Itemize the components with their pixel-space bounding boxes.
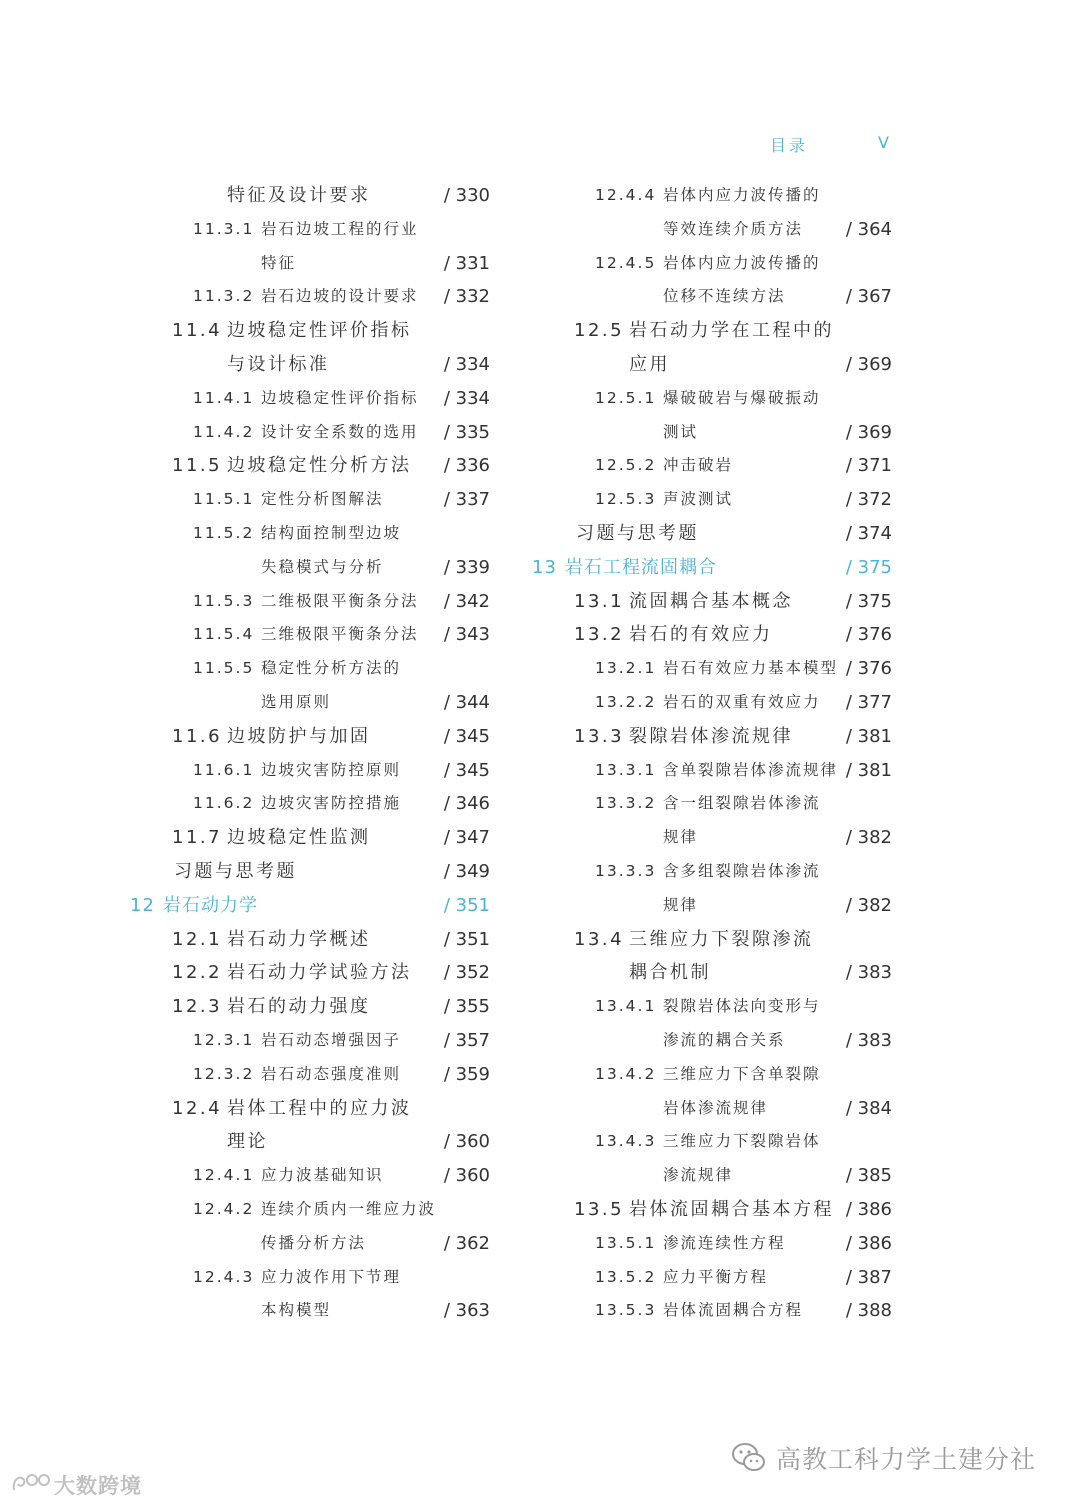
- toc-entry-number: 12.5.3: [595, 490, 657, 509]
- watermark-text: 高教工科力学土建分社: [776, 1445, 1037, 1474]
- toc-entry-number: 11.5.1: [193, 490, 255, 509]
- toc-entry-page: / 335: [443, 421, 490, 443]
- toc-entry-page: / 382: [845, 827, 892, 849]
- toc-entry-title: 习题与思考题: [576, 522, 699, 544]
- toc-entry-page: / 367: [845, 286, 892, 308]
- toc-entry[interactable]: [532, 618, 902, 652]
- toc-entry-title: 含多组裂隙岩体渗流: [663, 861, 821, 880]
- toc-entry[interactable]: [130, 889, 500, 923]
- toc-entry[interactable]: [532, 889, 902, 923]
- toc-entry-page: / 369: [845, 353, 892, 375]
- toc-entry[interactable]: [130, 449, 500, 483]
- toc-entry-title: 设计安全系数的选用: [261, 422, 419, 441]
- toc-entry-page: / 384: [845, 1097, 892, 1119]
- toc-entry-page: / 330: [443, 185, 490, 206]
- toc-entry[interactable]: [532, 754, 902, 788]
- toc-entry[interactable]: [130, 1193, 500, 1227]
- toc-entry-page: / 387: [845, 1266, 892, 1288]
- toc-entry-number: 13.2: [574, 624, 625, 646]
- toc-entry-page: / 342: [443, 590, 490, 612]
- toc-entry[interactable]: [130, 1227, 500, 1261]
- toc-entry[interactable]: [532, 213, 902, 247]
- toc-entry[interactable]: [130, 652, 500, 686]
- toc-entry[interactable]: [532, 923, 902, 957]
- toc-entry-page: / 362: [443, 1232, 490, 1254]
- toc-entry[interactable]: [532, 382, 902, 416]
- toc-entry-title: 边坡稳定性评价指标: [227, 320, 412, 342]
- toc-entry-title: 岩体工程中的应力波: [227, 1097, 412, 1119]
- toc-entry-page: / 345: [443, 725, 490, 747]
- toc-entry-title: 岩石动态强度准则: [261, 1064, 402, 1083]
- toc-entry[interactable]: [130, 213, 500, 247]
- toc-entry-title: 规律: [663, 895, 699, 914]
- toc-entry[interactable]: [532, 652, 902, 686]
- toc-entry-page: / 388: [845, 1300, 892, 1322]
- toc-entry-page: / 364: [845, 218, 892, 240]
- toc-entry-number: 12.4.2: [193, 1199, 255, 1218]
- toc-entry-page: / 376: [845, 658, 892, 680]
- toc-entry-title: 岩体内应力波传播的: [663, 186, 821, 204]
- toc-entry-title: 理论: [227, 1131, 268, 1153]
- toc-entry-title: 习题与思考题: [174, 860, 297, 882]
- toc-entry-page: / 357: [443, 1029, 490, 1051]
- toc-entry-page: / 351: [443, 894, 490, 916]
- toc-entry[interactable]: [532, 483, 902, 517]
- toc-entry[interactable]: [532, 1125, 902, 1159]
- toc-entry-number: 11.6: [172, 725, 223, 747]
- toc-entry-number: 11.6.1: [193, 760, 255, 779]
- toc-entry-number: 12.3.2: [193, 1064, 255, 1083]
- toc-entry-title: 位移不连续方法: [663, 287, 786, 306]
- toc-entry-number: 12.4.1: [193, 1166, 255, 1185]
- toc-entry[interactable]: [130, 179, 500, 213]
- toc-entry-number: 11.5.5: [193, 659, 255, 678]
- toc-entry-title: 测试: [663, 422, 699, 441]
- toc-entry[interactable]: [130, 551, 500, 585]
- toc-entry[interactable]: [532, 1227, 902, 1261]
- toc-entry-title: 岩石的有效应力: [629, 624, 773, 646]
- toc-entry-number: 11.5.2: [193, 523, 255, 542]
- toc-entry[interactable]: [532, 720, 902, 754]
- toc-entry-number: 11.5.4: [193, 625, 255, 644]
- toc-entry-number: 13.3.2: [595, 794, 657, 813]
- toc-entry-number: 13.3: [574, 725, 625, 747]
- toc-entry-title: 三维应力下含单裂隙: [663, 1064, 821, 1083]
- toc-entry-page: / 339: [443, 556, 490, 578]
- toc-entry-number: 12.2: [172, 962, 223, 984]
- toc-entry[interactable]: [130, 247, 500, 281]
- toc-entry-page: / 371: [845, 455, 892, 477]
- toc-entry-title: 规律: [663, 828, 699, 847]
- toc-entry-number: 12.4.3: [193, 1267, 255, 1286]
- toc-entry[interactable]: [532, 314, 902, 348]
- toc-entry-title: 岩体渗流规律: [663, 1098, 769, 1117]
- toc-entry-page: / 336: [443, 455, 490, 477]
- toc-left-column: [130, 179, 500, 1328]
- toc-entry-number: 11.3.1: [193, 219, 255, 238]
- toc-entry[interactable]: [532, 686, 902, 720]
- toc-entry-number: 11.7: [172, 827, 223, 849]
- toc-entry-number: 11.4: [172, 320, 223, 342]
- toc-entry-title: 岩石边坡工程的行业: [261, 219, 419, 238]
- toc-entry[interactable]: [130, 1058, 500, 1092]
- toc-entry-title: 三维应力下裂隙岩体: [663, 1132, 821, 1151]
- toc-entry[interactable]: [532, 990, 902, 1024]
- toc-entry-title: 应力波基础知识: [261, 1166, 384, 1185]
- toc-entry-number: 13.4: [574, 928, 625, 950]
- toc-entry-page: / 363: [443, 1300, 490, 1322]
- toc-entry-page: / 381: [845, 725, 892, 747]
- toc-entry-page: / 377: [845, 691, 892, 713]
- toc-entry[interactable]: [130, 585, 500, 619]
- toc-entry-page: / 349: [443, 860, 490, 882]
- toc-entry[interactable]: [130, 280, 500, 314]
- toc-entry-number: 13.5.3: [595, 1301, 657, 1320]
- toc-entry[interactable]: [130, 1125, 500, 1159]
- toc-entry-number: 12.5.1: [595, 388, 657, 407]
- toc-entry-title: 渗流规律: [663, 1166, 734, 1185]
- header-page-number: V: [878, 133, 889, 152]
- toc-entry[interactable]: [532, 416, 902, 450]
- toc-entry-page: / 344: [443, 691, 490, 713]
- toc-entry-title: 岩石动力学概述: [227, 928, 371, 950]
- toc-entry-title: 边坡防护与加固: [227, 725, 371, 747]
- toc-entry-number: 12.4.5: [595, 253, 657, 272]
- toc-entry-title: 传播分析方法: [261, 1233, 367, 1252]
- toc-entry-number: 13.3.3: [595, 861, 657, 880]
- toc-entry-number: 12.1: [172, 928, 223, 950]
- toc-entry-page: / 332: [443, 286, 490, 308]
- toc-entry[interactable]: [532, 1159, 902, 1193]
- toc-entry[interactable]: [532, 179, 902, 213]
- toc-entry[interactable]: [130, 686, 500, 720]
- toc-entry-title: 岩石工程流固耦合: [565, 556, 717, 578]
- toc-entry-title: 岩石动力学: [163, 894, 258, 916]
- toc-entry-title: 岩体流固耦合方程: [663, 1301, 804, 1320]
- toc-entry-number: 12.3.1: [193, 1030, 255, 1049]
- toc-entry[interactable]: [532, 821, 902, 855]
- toc-entry-page: / 360: [443, 1131, 490, 1153]
- toc-entry-title: 连续介质内一维应力波: [261, 1199, 437, 1218]
- toc-entry-page: / 372: [845, 489, 892, 511]
- toc-entry[interactable]: [130, 855, 500, 889]
- toc-entry-title: 边坡稳定性分析方法: [227, 455, 412, 477]
- toc-entry-title: 边坡灾害防控原则: [261, 760, 402, 779]
- toc-entry[interactable]: [532, 449, 902, 483]
- toc-entry-title: 声波测试: [663, 490, 734, 509]
- toc-entry-title: 本构模型: [261, 1301, 332, 1320]
- toc-entry-page: / 383: [845, 962, 892, 984]
- toc-entry-page: / 352: [443, 962, 490, 984]
- toc-entry[interactable]: [130, 1092, 500, 1126]
- toc-entry[interactable]: [130, 483, 500, 517]
- toc-entry[interactable]: [130, 1024, 500, 1058]
- toc-entry-title: 特征及设计要求: [227, 185, 371, 206]
- toc-entry[interactable]: [130, 348, 500, 382]
- toc-entry-page: / 385: [845, 1165, 892, 1187]
- toc-entry-page: / 383: [845, 1029, 892, 1051]
- toc-entry-title: 与设计标准: [227, 353, 330, 375]
- toc-entry[interactable]: [130, 990, 500, 1024]
- toc-entry-page: / 334: [443, 387, 490, 409]
- toc-entry-number: 13.4.2: [595, 1064, 657, 1083]
- toc-entry[interactable]: [130, 754, 500, 788]
- toc-entry-title: 等效连续介质方法: [663, 219, 804, 238]
- toc-entry-page: / 375: [845, 556, 892, 578]
- toc-entry-page: / 382: [845, 894, 892, 916]
- header-title: 目录: [770, 136, 809, 155]
- toc-entry[interactable]: [130, 956, 500, 990]
- toc-entry-title: 岩石动态增强因子: [261, 1030, 402, 1049]
- toc-entry[interactable]: [532, 855, 902, 889]
- toc-entry-title: 边坡稳定性评价指标: [261, 388, 419, 407]
- toc-entry-page: / 337: [443, 489, 490, 511]
- toc-entry-page: / 334: [443, 353, 490, 375]
- toc-entry-number: 11.5: [172, 455, 223, 477]
- toc-entry-title: 含单裂隙岩体渗流规律: [663, 760, 839, 779]
- toc-entry[interactable]: [130, 618, 500, 652]
- toc-entry-page: / 360: [443, 1165, 490, 1187]
- toc-entry-number: 11.4.2: [193, 422, 255, 441]
- toc-entry-title: 应用: [629, 353, 670, 375]
- toc-entry-number: 13.5: [574, 1198, 625, 1220]
- toc-entry-title: 裂隙岩体渗流规律: [629, 725, 793, 747]
- toc-entry-title: 岩石的动力强度: [227, 996, 371, 1018]
- toc-entry-page: / 347: [443, 827, 490, 849]
- toc-entry-number: 13.2.1: [595, 659, 657, 678]
- toc-entry[interactable]: [130, 923, 500, 957]
- toc-entry-page: / 331: [443, 252, 490, 274]
- toc-entry[interactable]: [130, 1261, 500, 1295]
- logo-text: 大数跨境: [54, 1474, 142, 1498]
- toc-entry-title: 结构面控制型边坡: [261, 523, 402, 542]
- toc-entry[interactable]: [130, 720, 500, 754]
- toc-entry[interactable]: [532, 1024, 902, 1058]
- toc-entry-number: 13.5.2: [595, 1267, 657, 1286]
- toc-entry-page: / 374: [845, 522, 892, 544]
- toc-entry-title: 二维极限平衡条分法: [261, 591, 419, 610]
- toc-entry-page: / 351: [443, 928, 490, 950]
- toc-entry[interactable]: [532, 1294, 902, 1328]
- toc-entry-title: 岩石动力学试验方法: [227, 962, 412, 984]
- toc-entry-title: 应力平衡方程: [663, 1267, 769, 1286]
- toc-entry-page: / 381: [845, 759, 892, 781]
- toc-entry-title: 边坡灾害防控措施: [261, 794, 402, 813]
- toc-entry-number: 12.4.4: [595, 186, 657, 204]
- toc-entry[interactable]: [532, 956, 902, 990]
- toc-entry-title: 爆破破岩与爆破振动: [663, 388, 821, 407]
- toc-entry-number: 11.3.2: [193, 287, 255, 306]
- toc-entry-title: 特征: [261, 253, 297, 272]
- toc-entry[interactable]: [130, 517, 500, 551]
- toc-entry-title: 岩石的双重有效应力: [663, 692, 821, 711]
- toc-entry-title: 岩石有效应力基本模型: [663, 659, 839, 678]
- toc-entry-page: / 355: [443, 996, 490, 1018]
- toc-entry-number: 13.5.1: [595, 1233, 657, 1252]
- toc-entry-title: 岩体流固耦合基本方程: [629, 1198, 834, 1220]
- toc-entry-number: 12.5: [574, 320, 625, 342]
- toc-entry-page: / 359: [443, 1063, 490, 1085]
- toc-entry-number: 13.4.3: [595, 1132, 657, 1151]
- toc-entry[interactable]: [532, 348, 902, 382]
- toc-entry[interactable]: [130, 416, 500, 450]
- toc-entry-title: 含一组裂隙岩体渗流: [663, 794, 821, 813]
- toc-entry-number: 11.5.3: [193, 591, 255, 610]
- toc-entry-title: 岩体内应力波传播的: [663, 253, 821, 272]
- toc-entry-page: / 346: [443, 793, 490, 815]
- toc-entry[interactable]: [130, 314, 500, 348]
- toc-entry[interactable]: [532, 517, 902, 551]
- toc-entry-title: 裂隙岩体法向变形与: [663, 997, 821, 1016]
- logo-icon: [10, 1470, 54, 1496]
- toc-entry-title: 渗流的耦合关系: [663, 1030, 786, 1049]
- toc-entry-page: / 386: [845, 1198, 892, 1220]
- toc-entry-number: 12: [130, 894, 155, 916]
- toc-entry-number: 13: [532, 556, 557, 578]
- toc-entry-title: 稳定性分析方法的: [261, 659, 402, 678]
- toc-entry-title: 岩石动力学在工程中的: [629, 320, 834, 342]
- toc-entry[interactable]: [532, 551, 902, 585]
- toc-entry[interactable]: [532, 1092, 902, 1126]
- toc-entry[interactable]: [130, 1294, 500, 1328]
- toc-entry-number: 13.3.1: [595, 760, 657, 779]
- toc-entry-title: 失稳模式与分析: [261, 557, 384, 576]
- toc-entry-page: / 375: [845, 590, 892, 612]
- toc-entry[interactable]: [130, 382, 500, 416]
- wechat-icon: [730, 1439, 768, 1477]
- toc-entry[interactable]: [532, 585, 902, 619]
- toc-entry-number: 12.4: [172, 1097, 223, 1119]
- toc-entry[interactable]: [532, 280, 902, 314]
- toc-entry-title: 岩石边坡的设计要求: [261, 287, 419, 306]
- toc-entry-title: 定性分析图解法: [261, 490, 384, 509]
- toc-entry-number: 11.4.1: [193, 388, 255, 407]
- toc-entry-number: 13.1: [574, 590, 625, 612]
- toc-entry[interactable]: [532, 787, 902, 821]
- toc-entry-page: / 343: [443, 624, 490, 646]
- toc-entry[interactable]: [532, 1261, 902, 1295]
- toc-right-column: [532, 179, 902, 1328]
- toc-entry-title: 边坡稳定性监测: [227, 827, 371, 849]
- toc-entry-title: 三维极限平衡条分法: [261, 625, 419, 644]
- page-header: [0, 133, 1080, 157]
- toc-entry-title: 耦合机制: [629, 962, 711, 984]
- watermark: [730, 1436, 1060, 1480]
- toc-entry[interactable]: [130, 821, 500, 855]
- toc-entry-page: / 376: [845, 624, 892, 646]
- toc-entry-page: / 369: [845, 421, 892, 443]
- toc-entry[interactable]: [532, 247, 902, 281]
- toc-entry-number: 11.6.2: [193, 794, 255, 813]
- toc-entry-title: 流固耦合基本概念: [629, 590, 793, 612]
- toc-entry-number: 12.3: [172, 996, 223, 1018]
- toc-entry-number: 13.2.2: [595, 692, 657, 711]
- toc-entry[interactable]: [130, 787, 500, 821]
- corner-logo: [10, 1468, 160, 1498]
- toc-entry-title: 应力波作用下节理: [261, 1267, 402, 1286]
- toc-entry-title: 渗流连续性方程: [663, 1233, 786, 1252]
- toc-entry[interactable]: [532, 1193, 902, 1227]
- toc-entry-number: 12.5.2: [595, 456, 657, 475]
- toc-entry-title: 选用原则: [261, 692, 332, 711]
- toc-entry-page: / 345: [443, 759, 490, 781]
- toc-entry-number: 13.4.1: [595, 997, 657, 1016]
- toc-entry-page: / 386: [845, 1232, 892, 1254]
- toc-entry[interactable]: [130, 1159, 500, 1193]
- toc-entry-title: 冲击破岩: [663, 456, 734, 475]
- toc-entry-title: 三维应力下裂隙渗流: [629, 928, 814, 950]
- toc-entry[interactable]: [532, 1058, 902, 1092]
